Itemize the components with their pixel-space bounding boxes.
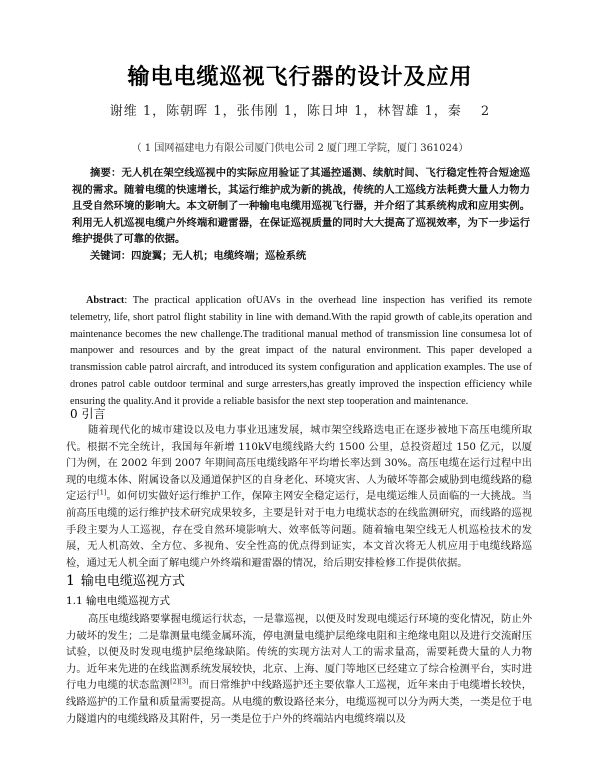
intro-text-b: 。如何切实做好运行维护工作，保障主网安全稳定运行，是电缆运维人员面临的一大挑战。当前高压电缆的运行维护技术研究成果较多，主要是针对于电力电缆状态的在线监测研究，而线路的巡视手段主要为人工巡视，存在受自然环境影响大、效率低等问题。随着输电架空线无人机巡检技术的发展，无人机高效、全方位、多视角、安全性高的优点得到证实，本文首次将无人机应用于电缆线路巡检，通过无人机全面了解电缆户外终端和避雷器的情况，给后期安排检修工作提供依据。 xyxy=(66,490,533,569)
intro-paragraph xyxy=(66,422,532,571)
abstract-en-text: : The practical application ofUAVs in the overhead line inspection has verified its remote telemetry, life, short patrol flight stability in line with demand.With the rapid growth of cable,its operation and maintenance becomes the new challenge.The traditional manual method of transmission line consumesa lot of manpower and resources and by the great impact of the natural environment. This paper developed a transmission cable patrol aircraft, and introduced its system configuration and application examples. The use of drones patrol cable outdoor terminal and surge arresters,has greatly improved the inspection efficiency while ensuring the quality.And it provide a reliable basisfor the next step tooperation and maintenance. xyxy=(70,295,532,407)
author-list: 谢维 1，陈朝晖 1，张伟刚 1，陈日坤 1，林智雄 1，秦 2 xyxy=(109,104,491,119)
citation-1: [1] xyxy=(97,488,107,497)
section-1-1-paragraph xyxy=(66,611,532,727)
intro-text-a: 随着现代化的城市建设以及电力事业迅速发展，城市架空线路迭电正在逐步被地下高压电缆所取代。根据不完全统计，我国每年新增 110kV电缆线路大约 1500 公里，总投资超过 150 亿元，以厦门为例，在 2002 年到 2007 年期间高压电缆线路年平均增长率达到 30%。高压电缆在运行过程中出现的电缆本体、附属设备以及通道保护区的自身老化、环境灾害、人为破坏等都会威胁到电缆线路的稳定运行 xyxy=(66,424,532,503)
section-1-number: 1 xyxy=(66,573,75,589)
citation-2-3: [2][3] xyxy=(170,677,189,686)
abstract-cn-label: 摘要 xyxy=(90,167,111,179)
keywords-label: 关键词 xyxy=(90,250,121,262)
section-1-1-text-b: 。而日常维护中线路巡护还主要依靠人工巡视，近年来由于电缆增长较快，线路巡护的工作量和质量需要提高。从电缆的敷设路径来分，电缆巡视可以分为两大类，一类是位于电力隧道内的电缆线路及其附件，另一类是位于户外的终端站内电缆终端以及 xyxy=(66,679,533,725)
section-heading-intro: 0 引言 xyxy=(70,407,106,421)
section-heading-1 xyxy=(66,570,185,589)
affiliation: （ 1 国网福建电力有限公司厦门供电公司 2 厦门理工学院，厦门 361024） xyxy=(131,143,469,154)
section-1-title: 输电电缆巡视方式 xyxy=(80,574,185,589)
keywords-text: ：四旋翼；无人机；电缆终端；巡检系统 xyxy=(120,250,307,262)
abstract-en-label: Abstract xyxy=(86,295,125,306)
abstract-chinese xyxy=(72,165,530,248)
section-1-1-text-a: 高压电缆线路要掌握电缆运行状态，一是靠巡视，以便及时发现电缆运行环境的变化情况，防止外力破坏的发生；二是靠测量电缆金属环流，停电测量电缆护层绝缘电阻和主绝缘电阻以及进行交流耐压试验，以便及时发现电缆护层绝缘缺陷。传统的实现方法对人工的需求量高，需要耗费大量的人力物力。近年来先进的在线监测系统发展较快，北京、上海、厦门等地区已经建立了综合检测平台，实时进行电力电缆的状态监测 xyxy=(66,613,532,692)
abstract-english xyxy=(70,293,532,411)
page-title: 输电电缆巡视飞行器的设计及应用 xyxy=(127,65,473,90)
abstract-cn-text: ：无人机在架空线巡视中的实际应用验证了其遥控遥测、续航时间、飞行稳定性符合短途巡视的需求。随着电缆的快速增长，其运行维护成为新的挑战，传统的人工巡线方法耗费大量人力物力且受自然环境的影响大。本文研制了一种输电电缆用巡视飞行器，并介绍了其系统构成和应用实例。利用无人机巡视电缆户外终端和避雷器，在保证巡视质量的同时大大提高了巡视效率，为下一步运行维护提供了可靠的依据。 xyxy=(72,167,531,245)
subsection-heading-1-1: 1.1 输电电缆巡视方式 xyxy=(66,595,171,607)
keywords xyxy=(90,247,306,262)
